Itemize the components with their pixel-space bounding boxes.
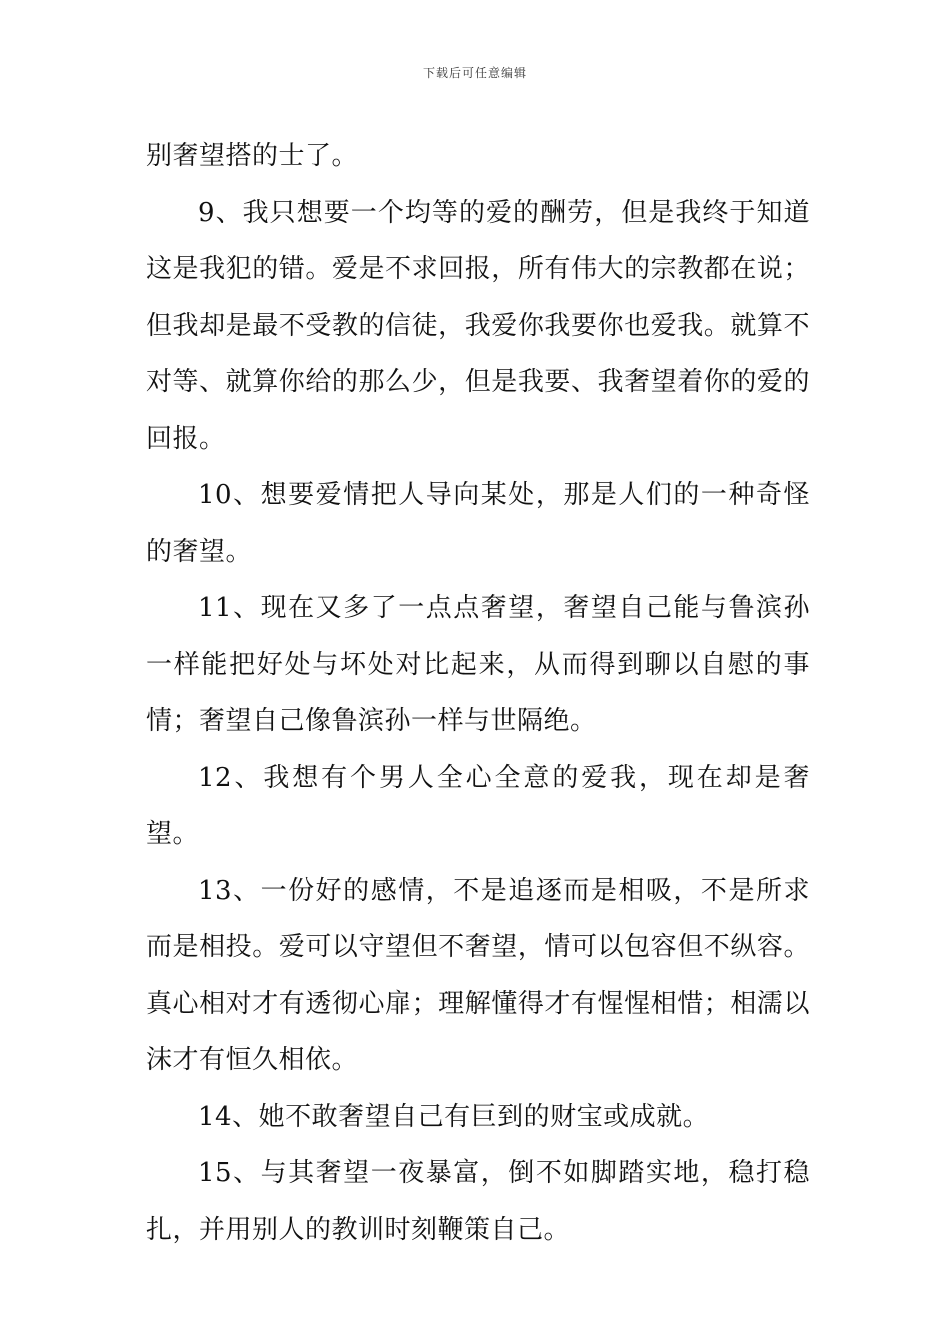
paragraph-item-11: 11、现在又多了一点点奢望，奢望自己能与鲁滨孙一样能把好处与坏处对比起来，从而得到聊以自慰的事情；奢望自己像鲁滨孙一样与世隔绝。 bbox=[146, 593, 810, 736]
paragraph-item-9: 9、我只想要一个均等的爱的酬劳，但是我终于知道这是我犯的错。爱是不求回报，所有伟大的宗教都在说；但我却是最不受教的信徒，我爱你我要你也爱我。就算不对等、就算你给的那么少，但是我要、我奢望着你的爱的回报。 bbox=[146, 197, 810, 454]
document-body bbox=[146, 128, 810, 1258]
paragraph-item-10: 10、想要爱情把人导向某处，那是人们的一种奇怪的奢望。 bbox=[146, 480, 810, 567]
paragraph-item-15: 15、与其奢望一夜暴富，倒不如脚踏实地，稳打稳扎，并用别人的教训时刻鞭策自己。 bbox=[146, 1158, 810, 1245]
paragraph-continuation: 别奢望搭的士了。 bbox=[146, 141, 359, 171]
paragraph-item-14: 14、她不敢奢望自己有巨到的财宝或成就。 bbox=[198, 1101, 710, 1132]
paragraph-item-13: 13、一份好的感情，不是追逐而是相吸，不是所求而是相投。爱可以守望但不奢望，情可以包容但不纵容。真心相对才有透彻心扉；理解懂得才有惺惺相惜；相濡以沫才有恒久相依。 bbox=[146, 875, 810, 1075]
paragraph-item-12: 12、我想有个男人全心全意的爱我，现在却是奢望。 bbox=[146, 762, 810, 849]
page-header: 下载后可任意编辑 bbox=[422, 66, 527, 80]
